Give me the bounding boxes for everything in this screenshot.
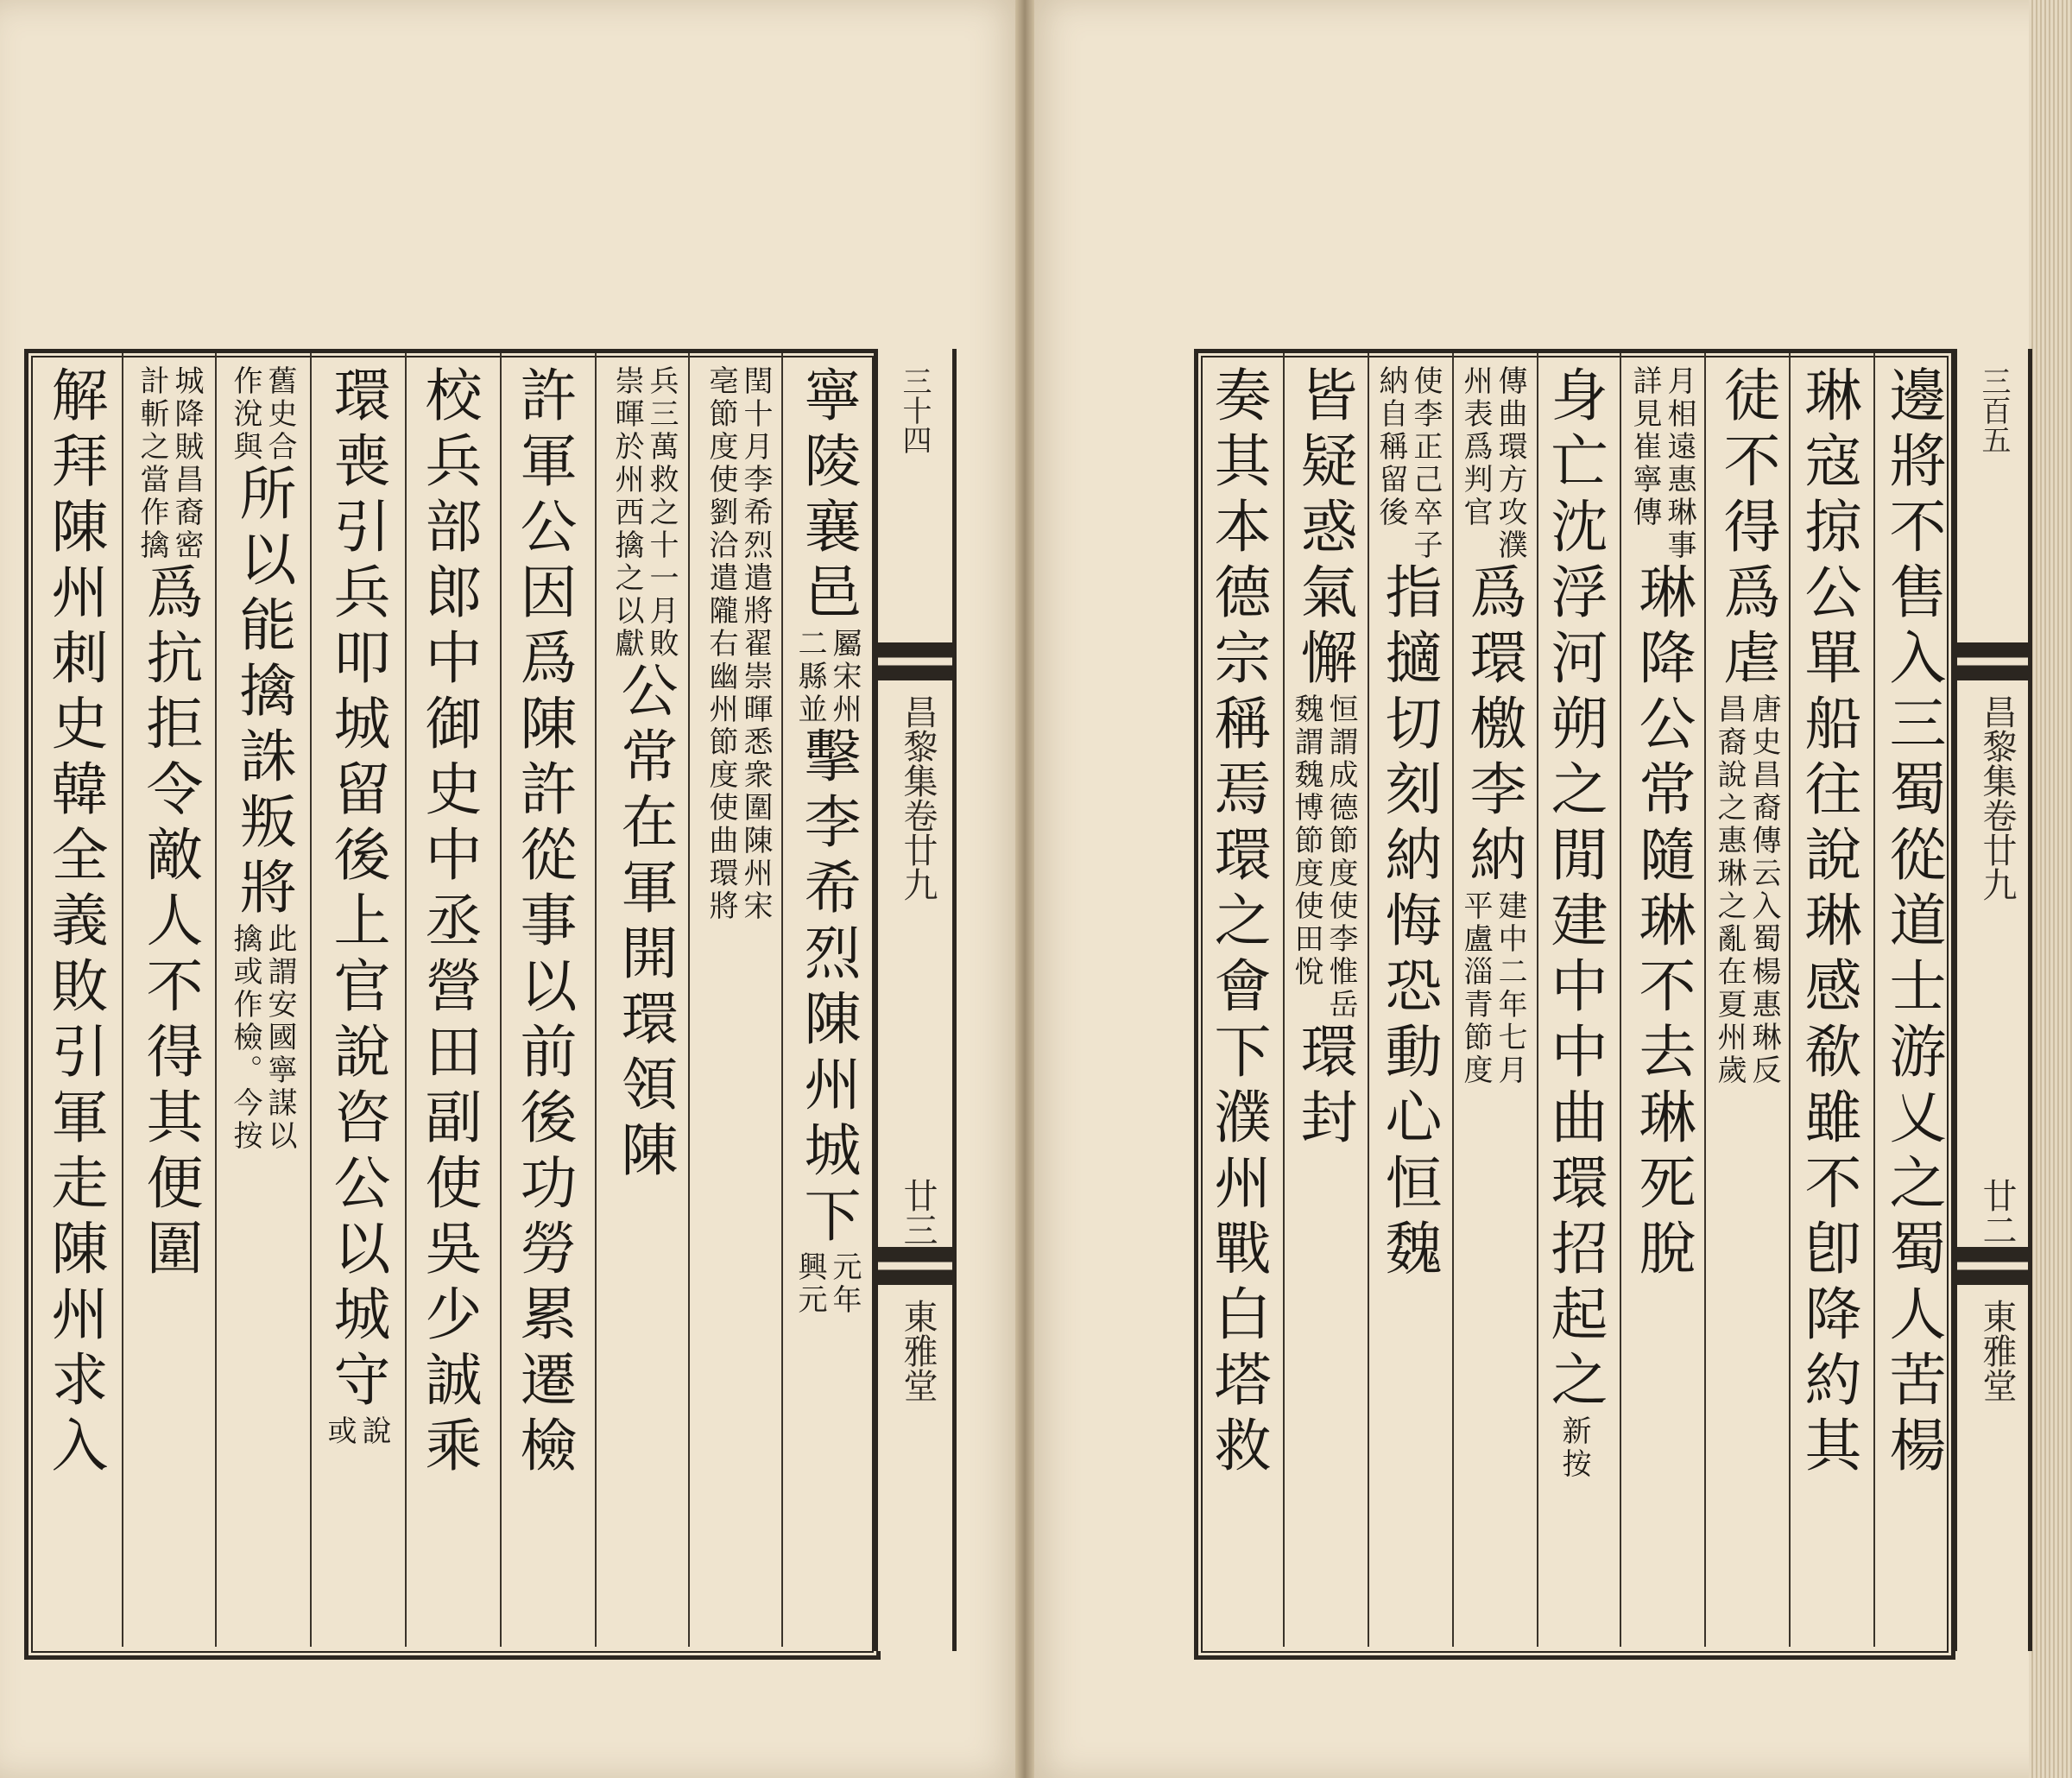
fish-tail-mark — [878, 642, 952, 680]
volume-title: 昌黎集卷廿九 — [1977, 694, 2017, 902]
note-text: 亳節度使劉洽遣隴右幽州節度使曲環將 — [704, 365, 738, 923]
main-text: 徒不得爲虐 — [1714, 365, 1780, 693]
text-column — [415, 365, 482, 1642]
note-text: 或 — [322, 1415, 357, 1448]
volume-title: 昌黎集卷廿九 — [898, 694, 938, 902]
note-text: 建中二年七月 — [1493, 890, 1527, 1087]
note-text: 恒謂成德節度使李惟岳 — [1323, 693, 1358, 1022]
main-text: 琳寇掠公單船往說琳感欷雖不卽降約其 — [1795, 365, 1861, 1481]
right-text-frame — [1194, 349, 1955, 1660]
main-text: 指擿切刻納悔恐動心恒魏 — [1375, 562, 1442, 1284]
page-number: 廿二 — [1977, 1178, 2017, 1247]
note-text: 作涗與 — [228, 365, 262, 464]
column-rule — [595, 353, 597, 1647]
note-text: 說 — [357, 1415, 391, 1448]
text-column — [41, 365, 108, 1642]
note-text: 城降賊 — [169, 365, 204, 464]
main-text: 擊李希烈陳州城下 — [794, 726, 861, 1251]
page-number: 廿三 — [898, 1178, 938, 1247]
column-rule — [1704, 353, 1706, 1647]
main-text: 解拜陳州刺史韓全義敗引軍走陳州求入 — [41, 365, 108, 1481]
note-text: 平盧淄青節度 — [1458, 890, 1493, 1087]
note-text: 計斬之 — [135, 365, 169, 464]
column-rule — [500, 353, 502, 1647]
note-text: 州表爲判官 — [1458, 365, 1493, 529]
note-text: 月相遠惠琳事 — [1662, 365, 1696, 562]
text-column — [1627, 365, 1696, 1642]
main-text: 寧陵襄邑 — [794, 365, 861, 628]
main-text: 環封 — [1291, 1022, 1357, 1153]
fish-tail-mark — [878, 1247, 952, 1285]
note-text: 當作擒 — [135, 464, 169, 562]
text-column — [1712, 365, 1781, 1642]
note-text: 兵三萬救之十一月敗 — [644, 365, 679, 661]
text-column — [610, 365, 679, 1642]
studio-name: 東雅堂 — [1977, 1299, 2017, 1402]
left-text-frame — [24, 349, 881, 1660]
note-text: 新按 — [1557, 1415, 1591, 1481]
text-column — [1374, 365, 1443, 1642]
note-text: 興元 — [793, 1251, 827, 1317]
column-rule — [215, 353, 217, 1647]
main-text: 身亡沈浮河朔之閒建中中曲環招起之 — [1541, 365, 1608, 1415]
column-rule — [688, 353, 690, 1647]
note-text: 使李正己卒子 — [1408, 365, 1443, 562]
note-text: 此謂安國寧謀以 — [262, 923, 297, 1153]
text-column — [1879, 365, 1946, 1642]
note-text: 詳見崔寧傳 — [1627, 365, 1662, 529]
fish-tail-mark — [1957, 642, 2028, 680]
fish-tail-mark — [1957, 1247, 2028, 1285]
column-rule — [405, 353, 407, 1647]
text-column — [510, 365, 577, 1642]
studio-name: 東雅堂 — [898, 1299, 938, 1402]
column-rule — [1283, 353, 1285, 1647]
main-text: 琳降公常隨琳不去琳死脫 — [1629, 562, 1696, 1284]
note-text: 二縣並 — [793, 628, 827, 726]
column-rule — [1873, 353, 1875, 1647]
book-gutter — [1015, 0, 1034, 1778]
column-rule — [1789, 353, 1791, 1647]
column-rule — [1452, 353, 1454, 1647]
note-text: 擒或作檢。今按 — [228, 923, 262, 1153]
main-text: 爲環檄李納 — [1460, 562, 1526, 890]
leaf-number: 三百五 — [1976, 366, 2011, 454]
note-text: 屬宋州 — [827, 628, 862, 726]
left-page-center-strip — [874, 349, 957, 1651]
text-column — [135, 365, 204, 1642]
main-text: 奏其本德宗稱焉環之會下濮州戰白塔救 — [1204, 365, 1271, 1481]
note-text: 閏十月李希烈遣將翟崇暉悉衆圍陳州宋 — [738, 365, 773, 923]
note-text: 昌裔說之惠琳之亂在夏州歲 — [1712, 693, 1747, 1087]
main-text: 所以能擒誅叛將 — [230, 464, 296, 923]
column-rule — [1368, 353, 1369, 1647]
main-text: 邊將不售入三蜀從道士游乂之蜀人苦楊 — [1879, 365, 1946, 1481]
note-text: 崇暉於州西擒之以獻 — [610, 365, 644, 661]
main-text: 皆疑惑氣懈 — [1291, 365, 1357, 693]
main-text: 環喪引兵叩城留後上官說咨公以城守 — [324, 365, 390, 1415]
note-text: 納自稱留後 — [1374, 365, 1408, 529]
text-column — [1204, 365, 1271, 1642]
note-text: 魏謂魏博節度使田悅 — [1289, 693, 1323, 989]
main-text: 公常在軍開環領陳 — [611, 661, 678, 1186]
note-text: 昌裔密 — [169, 464, 204, 562]
main-text: 校兵部郎中御史中丞營田副使吳少誠乘 — [415, 365, 482, 1481]
text-column — [228, 365, 297, 1642]
column-rule — [1620, 353, 1621, 1647]
text-column — [1795, 365, 1861, 1642]
note-text: 舊史合 — [262, 365, 297, 464]
column-rule — [310, 353, 312, 1647]
text-column — [1458, 365, 1527, 1642]
text-column — [793, 365, 862, 1642]
right-page-center-strip — [1953, 349, 2032, 1651]
column-rule — [781, 353, 783, 1647]
note-text: 元年 — [827, 1251, 862, 1317]
main-text: 爲抗拒令敵人不得其便圍 — [136, 562, 203, 1284]
column-rule — [122, 353, 123, 1647]
column-rule — [1537, 353, 1538, 1647]
text-column — [1289, 365, 1358, 1642]
leaf-number: 三十四 — [897, 366, 932, 454]
text-column — [322, 365, 391, 1642]
note-text: 傳曲環方攻濮 — [1493, 365, 1527, 562]
note-text: 唐史昌裔傳云入蜀楊惠琳反 — [1747, 693, 1781, 1087]
main-text: 許軍公因爲陳許從事以前後功勞累遷檢 — [510, 365, 577, 1481]
text-column — [704, 365, 773, 1642]
text-column — [1541, 365, 1608, 1642]
page-edges — [2029, 0, 2072, 1778]
